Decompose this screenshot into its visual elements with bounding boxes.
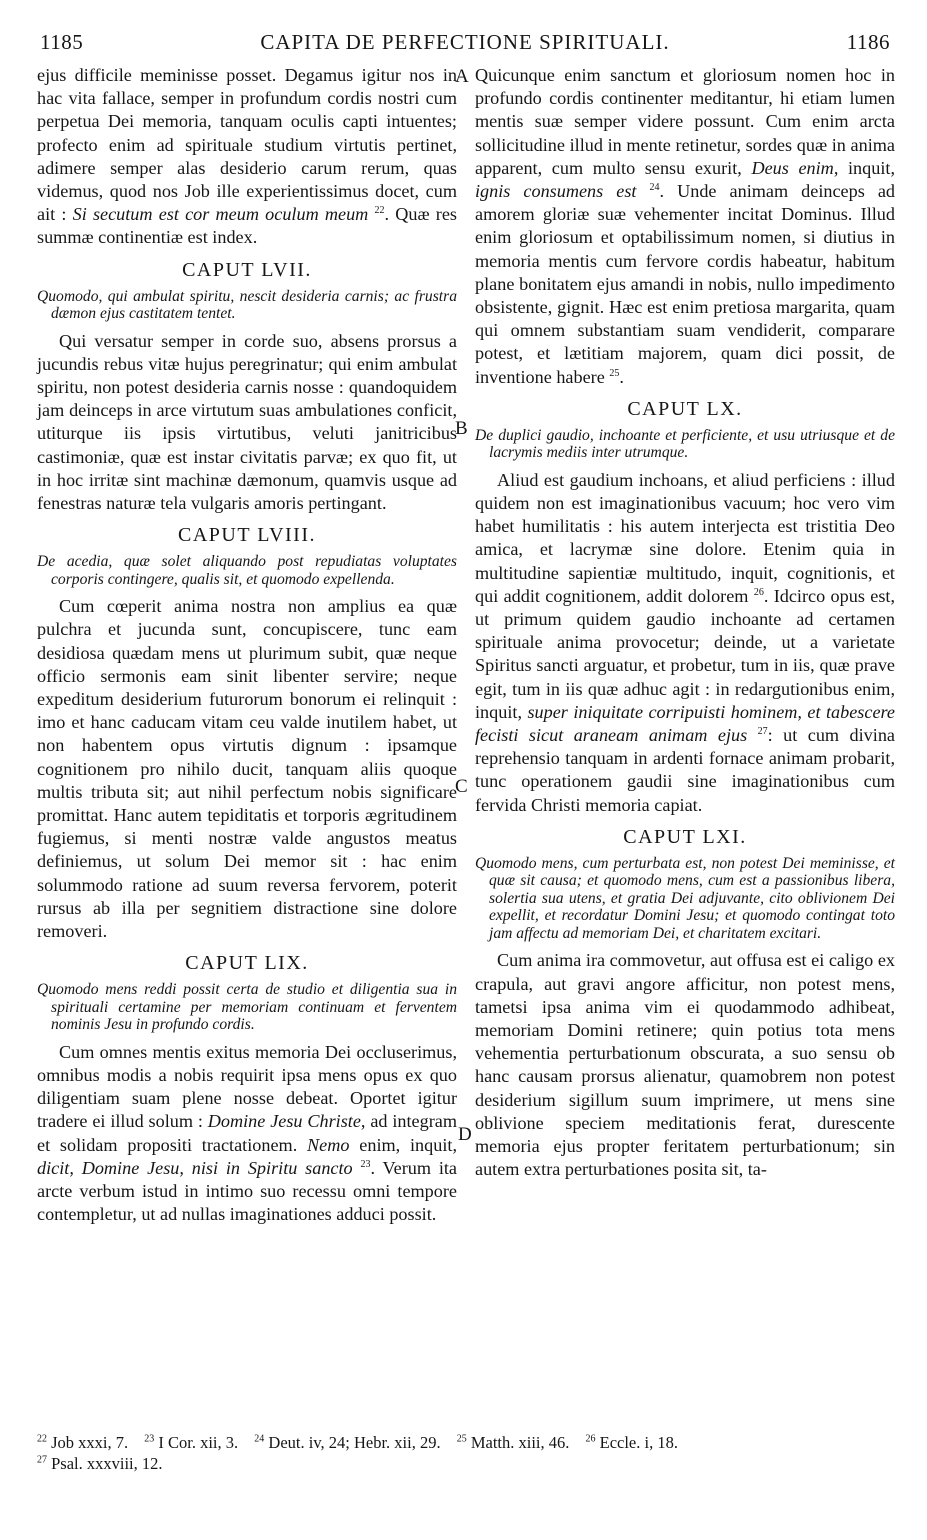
margin-siglum-d: D bbox=[458, 1124, 472, 1145]
chapter-heading-lix: CAPUT LIX. bbox=[185, 952, 309, 975]
footnote-ref: 25 bbox=[609, 367, 620, 379]
chapter-heading-lviii: CAPUT LVIII. bbox=[177, 524, 316, 547]
page-header bbox=[40, 30, 890, 60]
page-number-right: 1186 bbox=[846, 30, 890, 54]
footnote-ref: 26 bbox=[753, 586, 764, 598]
footnote: $^{22}$ Job xxxi, 7. bbox=[37, 1433, 129, 1452]
chapter-text-lxi: Cum anima ira commovetur, aut offusa est ei caligo ex crapula, aut gravi angore afficitur, non potest mens, tametsi ipsa anima vim ei quodammodo adhibeat, memoriam Domini retinere; quin potius tota mens vehementia perturbationum obscurata, a suo sensu ob hanc causam prorsus alienatur, quamobrem non potest desiderium sigillum suum imprimere, ut mens sine oblivione speciem meditationis ferat, durescente memoria ejus propter feritatem perturbationum; sin autem extra perturbationes posita sit, ta- bbox=[475, 950, 895, 1180]
chapter-heading-lx: CAPUT LX. bbox=[627, 397, 743, 420]
chapter-text-lix: Cum omnes mentis exitus memoria Dei occluserimus, omnibus modis a nobis requirit ipsa mens opus ex quo diligentiam suam plene nosse debeat. Oportet igitur tradere ei illud solum : Domine Jesu Christe, ad integram et solidam propositi tractationem. Nemo enim, inquit, dicit, Domine Jesu, nisi in Spiritu sancto $^{23}$. Verum ita arcte verbum istud in intimo suo recessu omni tempore contempletur, ut ad nullas imaginationes adduci possit. bbox=[37, 1041, 458, 1225]
chapter-summary-lvii: Quomodo, qui ambulat spiritu, nescit desideria carnis; ac frustra dæmon ejus castitatem tentet. bbox=[37, 287, 457, 323]
chapter-summary-lxi: Quomodo mens, cum perturbata est, non potest Dei meminisse, et quæ sit causa; et quomodo mens, cum est a passionibus libera, solertia sua utens, et gratia Dei adjuvante, cito oblivionem Dei expellit, et recordatur Domini Jesu; et quomodo contingat toto jam affectu ad memoriam Dei, et charitatem excitari. bbox=[475, 854, 895, 942]
footnote-ref: 22 bbox=[374, 205, 385, 217]
chapter-text-lx: Aliud est gaudium inchoans, et aliud perficiens : illud quidem non est imaginationibus vacuum; hoc vero vim habet humilitatis : his autem interjecta est tristitia Deo amica, et lacrymæ sine dolore. Etenim quia in multitudine sapientiæ multitudo, inquit, cognitionis, et qui addit cognitionem, addit dolorem $^{26}$. Idcirco opus est, ut primum quidem gaudio inchoante ad certamen spirituale anima provocetur; deinde, ut a varietate Spiritus sancti arguatur, et probetur, tum in iis, quæ prave egit, tum in iis quæ adhuc agit : in redargutionibus enim, inquit, super iniquitate corripuisti hominem, et tabescere fecisti sicut araneam animam ejus $^{27}$: ut cum divina reprehensio tanquam in ardenti fornace animam probarit, tunc operationem gaudii sine imaginationibus cum fervida Christi memoria capiat. bbox=[475, 469, 896, 815]
chapter-text-lvii: Qui versatur semper in corde suo, absens prorsus a jucundis rebus vitæ hujus peregrinatur; qui enim ambulat spiritu, non potest desideria carnis nosse : quandoquidem jam deinceps in arce virtutum suas ambulationes conficit, utiturque iis ipsis virtutibus, veluti janitricibus castimoniæ, quæ est instar civitatis parvæ; ex quo fit, ut in hoc irritæ sint machinæ dæmonum, quamvis usque ad fenestras naturæ tela vulgaris amoris pertingant. bbox=[37, 330, 457, 514]
footnote: $^{24}$ Deut. iv, 24; Hebr. xii, 29. bbox=[254, 1433, 441, 1452]
footnote-ref: 24 bbox=[649, 181, 660, 193]
margin-siglum-b: B bbox=[455, 418, 468, 439]
footnote: $^{27}$ Psal. xxxviii, 12. bbox=[37, 1454, 163, 1473]
chapter-summary-lviii: De acedia, quæ solet aliquando post repudiatas voluptates corporis contingere, qualis sit, et quomodo expellenda. bbox=[37, 553, 457, 588]
footnote-ref: 27 bbox=[757, 726, 768, 738]
chapter-text-lviii: Cum cœperit anima nostra non amplius ea quæ pulchra et jucunda sunt, concupiscere, tunc eam desidiosa quædam mens ut plurimum subit, quæ neque officio sermonis eam sinit libenter servire; neque expeditum desiderium futurorum bonorum ei relinquit : imo et hanc caducam vitam ceu valde inutilem habet, ut non habentem opus virtutis dignum : ipsamque cognitionem pro nihilo ducit, tanquam aliis quoque multis tributa sit; aut nihil perfectum nobis significare promittat. Hanc autem tepiditatis et torporis ægritudinem fugiemus, si menti nostræ valde angustos meatus definiemus, ut solum Dei memor sit : hac enim solummodo ratione ad suum reversa fervorem, poterit rursus ab illa per segnitiem distractione sine dolore removeri. bbox=[37, 596, 457, 942]
footnote: $^{25}$ Matth. xiii, 46. bbox=[456, 1433, 570, 1452]
chapter-heading-lxi: CAPUT LXI. bbox=[623, 825, 747, 848]
right-column bbox=[475, 64, 895, 1181]
page-number-left: 1185 bbox=[40, 30, 84, 54]
footnote: $^{23}$ I Cor. xii, 3. bbox=[144, 1433, 239, 1452]
paragraph-continuation-right: Quicunque enim sanctum et gloriosum nomen hoc in profundo cordis continenter meditantur, hi etiam lumen mentis suæ semper videre possunt. Cum enim arcta sollicitudine illud in mente retinetur, sordes quæ in anima apparent, cum multo sensu exurit, Deus enim, inquit, ignis consumens est $^{24}$. Unde animam deinceps ad amorem gloriæ suæ vehementer incitat Dominus. Illud enim gloriosum et optabilissimum nomen, si diutius in memoria mentis cum fervore cordis habeatur, habitum plane bonitatem ejus amandi in nobis, nullo impedimento obsistente, gignit. Hæc est enim pretiosa margarita, quam qui omnem substantiam suam vendiderit, comparare potest, et lætitiam majorem, quam dici possit, de inventione habere $^{25}$. bbox=[475, 65, 895, 387]
paragraph-continuation: ejus difficile meminisse posset. Degamus igitur nos in hac vita fallace, semper in profundum cordis nostri cum perpetua Dei memoria, tanquam oculis capti intuentes; profecto enim ad spirituale studium virtutis pertinet, adimere semper alas desiderio carum rerum, quas videmus, quod nos Job ille experientissimus docet, cum ait : Si secutum est cor meum oculum meum $^{22}$. Quæ res summæ continentiæ est index. bbox=[37, 65, 457, 248]
footnote: $^{26}$ Eccle. i, 18. bbox=[585, 1433, 678, 1452]
running-title: CAPITA DE PERFECTIONE SPIRITUALI. bbox=[260, 30, 670, 54]
chapter-summary-lix: Quomodo mens reddi possit certa de studio et diligentia sua in spirituali certamine per memoriam continuam et ferventem nominis Jesu in profundo cordis. bbox=[37, 981, 457, 1034]
chapter-summary-lx: De duplici gaudio, inchoante et perficiente, et usu utriusque et de lacrymis mediis inter utrumque. bbox=[475, 426, 895, 462]
margin-siglum-c: C bbox=[455, 776, 468, 797]
chapter-heading-lvii: CAPUT LVII. bbox=[182, 258, 312, 281]
margin-siglum-a: A bbox=[455, 66, 469, 87]
left-column bbox=[37, 64, 457, 1226]
footnotes bbox=[37, 1432, 897, 1474]
footnote-ref: 23 bbox=[360, 1158, 371, 1170]
